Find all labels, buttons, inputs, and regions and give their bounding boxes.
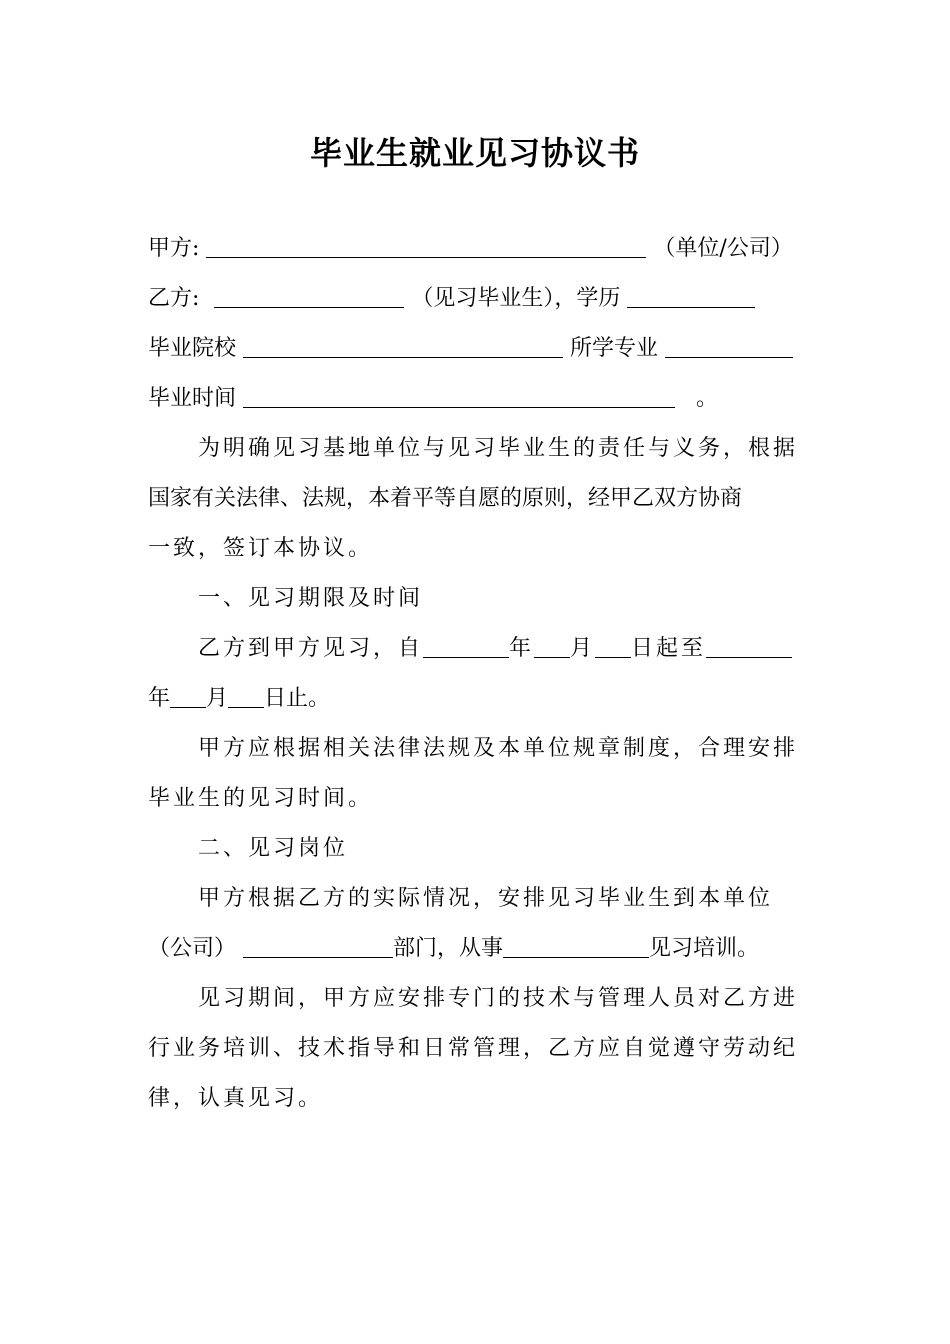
end-month-label: 月 xyxy=(206,686,229,711)
school-line xyxy=(148,334,808,364)
position-blank[interactable] xyxy=(503,935,649,958)
intro-line-2: 国家有关法律、法规，本着平等自愿的原则，经甲乙双方协商 xyxy=(148,486,743,511)
major-label: 所学专业 xyxy=(570,336,659,361)
grad-time-label: 毕业时间 xyxy=(148,386,237,411)
section2-p2-line2: 行业务培训、技术指导和日常管理，乙方应自觉遵守劳动纪 xyxy=(148,1036,799,1061)
major-blank[interactable] xyxy=(665,335,793,358)
school-label: 毕业院校 xyxy=(148,336,237,361)
department-blank[interactable] xyxy=(243,935,393,958)
grad-time-blank[interactable] xyxy=(243,385,675,408)
section2-heading: 二、见习岗位 xyxy=(198,836,349,861)
start-year-blank[interactable] xyxy=(423,635,509,658)
day-end-label: 日止。 xyxy=(264,686,331,711)
end-year-label: 年 xyxy=(148,686,171,711)
party-a-label: 甲方: xyxy=(148,236,200,261)
company-label: （公司） xyxy=(148,936,237,961)
section1-period-line xyxy=(148,634,858,664)
month-label: 月 xyxy=(570,636,596,661)
party-b-name-blank[interactable] xyxy=(214,285,404,308)
end-year-blank[interactable] xyxy=(706,635,792,658)
school-blank[interactable] xyxy=(243,335,563,358)
party-a-line xyxy=(148,234,808,264)
year-label: 年 xyxy=(509,636,535,661)
section2-p2-line1: 见习期间，甲方应安排专门的技术与管理人员对乙方进 xyxy=(198,986,799,1011)
section2-p1-line2 xyxy=(148,934,808,964)
party-b-role: （见习毕业生），学历 xyxy=(411,286,621,311)
day-start-label: 日起至 xyxy=(631,636,707,661)
intro-line-3: 一致，签订本协议。 xyxy=(148,536,374,561)
start-month-blank[interactable] xyxy=(534,635,570,658)
education-blank[interactable] xyxy=(627,285,755,308)
party-a-suffix: （单位/公司） xyxy=(653,236,793,261)
party-a-blank[interactable] xyxy=(206,235,646,258)
party-b-label: 乙方: xyxy=(148,286,200,311)
section2-p2-line3: 律，认真见习。 xyxy=(148,1086,324,1111)
grad-time-end: 。 xyxy=(696,386,719,411)
section1-p2-line2: 毕业生的见习时间。 xyxy=(148,786,374,811)
period-start-text: 乙方到甲方见习，自 xyxy=(198,636,424,661)
end-month-blank[interactable] xyxy=(170,685,206,708)
document-title: 毕业生就业见习协议书 xyxy=(309,134,640,172)
section2-p1-line1: 甲方根据乙方的实际情况，安排见习毕业生到本单位 xyxy=(198,886,774,911)
start-day-blank[interactable] xyxy=(595,635,631,658)
section1-p2-line1: 甲方应根据相关法律法规及本单位规章制度，合理安排 xyxy=(198,736,799,761)
intro-line-1: 为明确见习基地单位与见习毕业生的责任与义务，根据 xyxy=(198,436,799,461)
grad-time-line xyxy=(148,384,808,414)
training-label: 见习培训。 xyxy=(649,936,760,961)
end-day-blank[interactable] xyxy=(228,685,264,708)
section1-period-end-line xyxy=(148,684,808,714)
party-b-line xyxy=(148,284,808,314)
department-label: 部门，从事 xyxy=(393,936,504,961)
section1-heading: 一、见习期限及时间 xyxy=(198,586,424,611)
